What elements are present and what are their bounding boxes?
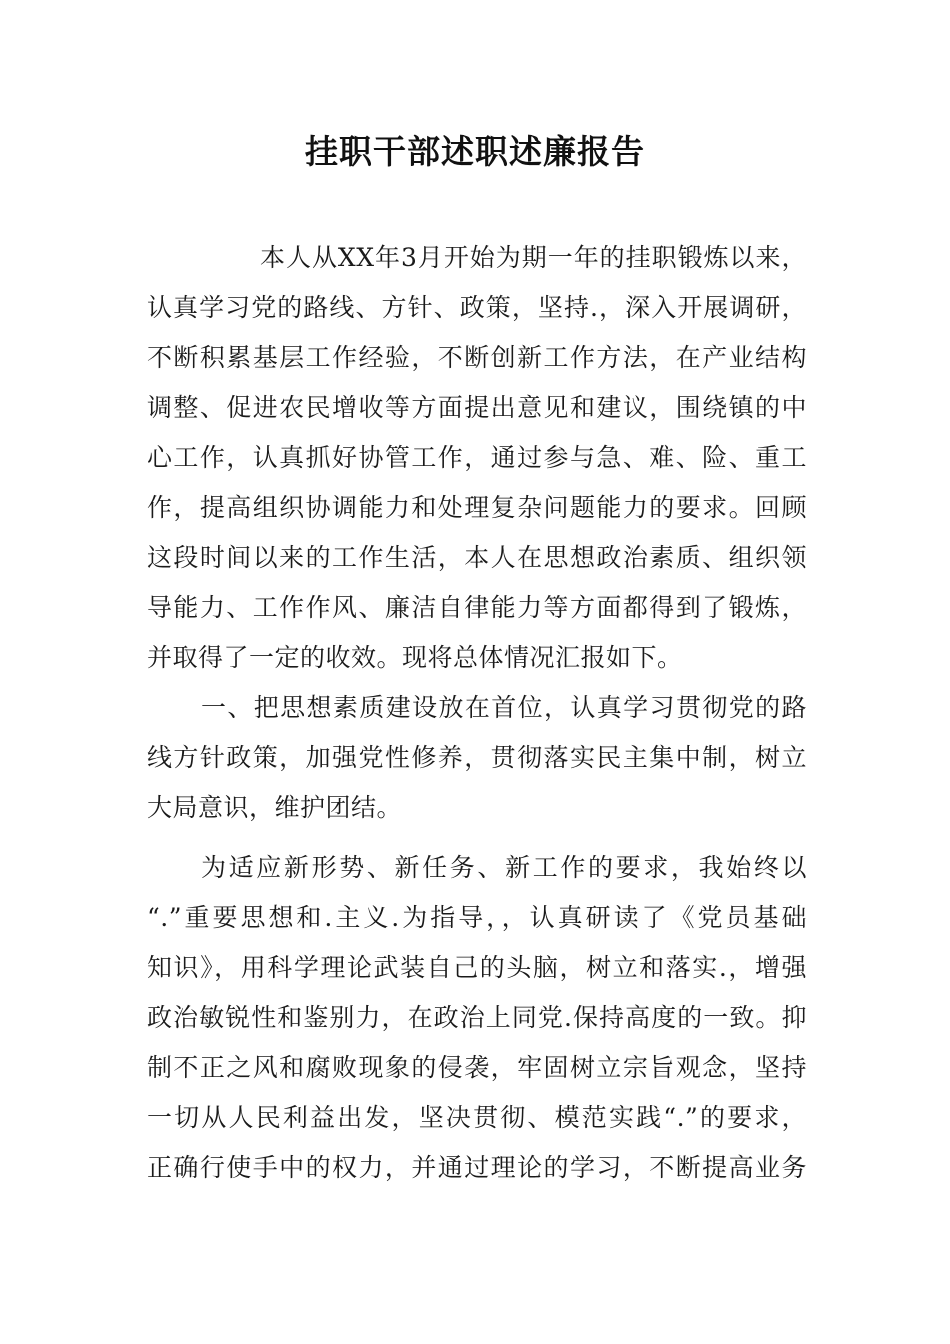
section-heading-line: 一、把思想素质建设放在首位，认真学习贯彻党的路 <box>201 693 807 722</box>
paragraph-line: 导能力、工作作风、廉洁自律能力等方面都得到了锻炼， <box>147 593 807 622</box>
paragraph-line: 并取得了一定的收效。现将总体情况汇报如下。 <box>147 643 683 672</box>
paragraph-line: 制不正之风和腐败现象的侵袭，牢固树立宗旨观念，坚持 <box>147 1053 807 1082</box>
paragraph-line: 政治敏锐性和鉴别力，在政治上同党.保持高度的一致。抑 <box>147 1003 807 1032</box>
paragraph-line: 作，提高组织协调能力和处理复杂问题能力的要求。回顾 <box>147 493 807 522</box>
paragraph-line: 这段时间以来的工作生活，本人在思想政治素质、组织领 <box>147 543 807 572</box>
paragraph-line: 调整、促进农民增收等方面提出意见和建议，围绕镇的中 <box>147 393 807 422</box>
paragraph-line: “.”重要思想和.主义.为指导，，认真研读了《党员基础 <box>147 903 807 932</box>
document-body <box>147 233 807 1193</box>
paragraph-gap <box>147 833 807 843</box>
section-heading-line: 线方针政策，加强党性修养，贯彻落实民主集中制，树立 <box>147 743 807 772</box>
paragraph-line: 为适应新形势、新任务、新工作的要求，我始终以 <box>201 853 807 882</box>
paragraph-line: 心工作，认真抓好协管工作，通过参与急、难、险、重工 <box>147 443 807 472</box>
paragraph-line: 本人从XX年3月开始为期一年的挂职锻炼以来， <box>260 243 807 272</box>
paragraph-line: 不断积累基层工作经验，不断创新工作方法，在产业结构 <box>147 343 807 372</box>
document-title: 挂职干部述职述廉报告 <box>305 132 645 171</box>
paragraph-line: 一切从人民利益出发，坚决贯彻、模范实践“.”的要求， <box>147 1103 807 1132</box>
paragraph-line: 知识》，用科学理论武装自己的头脑，树立和落实.，增强 <box>147 953 807 982</box>
section-heading-line: 大局意识，维护团结。 <box>147 793 403 822</box>
paragraph-line: 正确行使手中的权力，并通过理论的学习，不断提高业务 <box>147 1153 807 1182</box>
paragraph-line: 认真学习党的路线、方针、政策，坚持.，深入开展调研， <box>147 293 807 322</box>
